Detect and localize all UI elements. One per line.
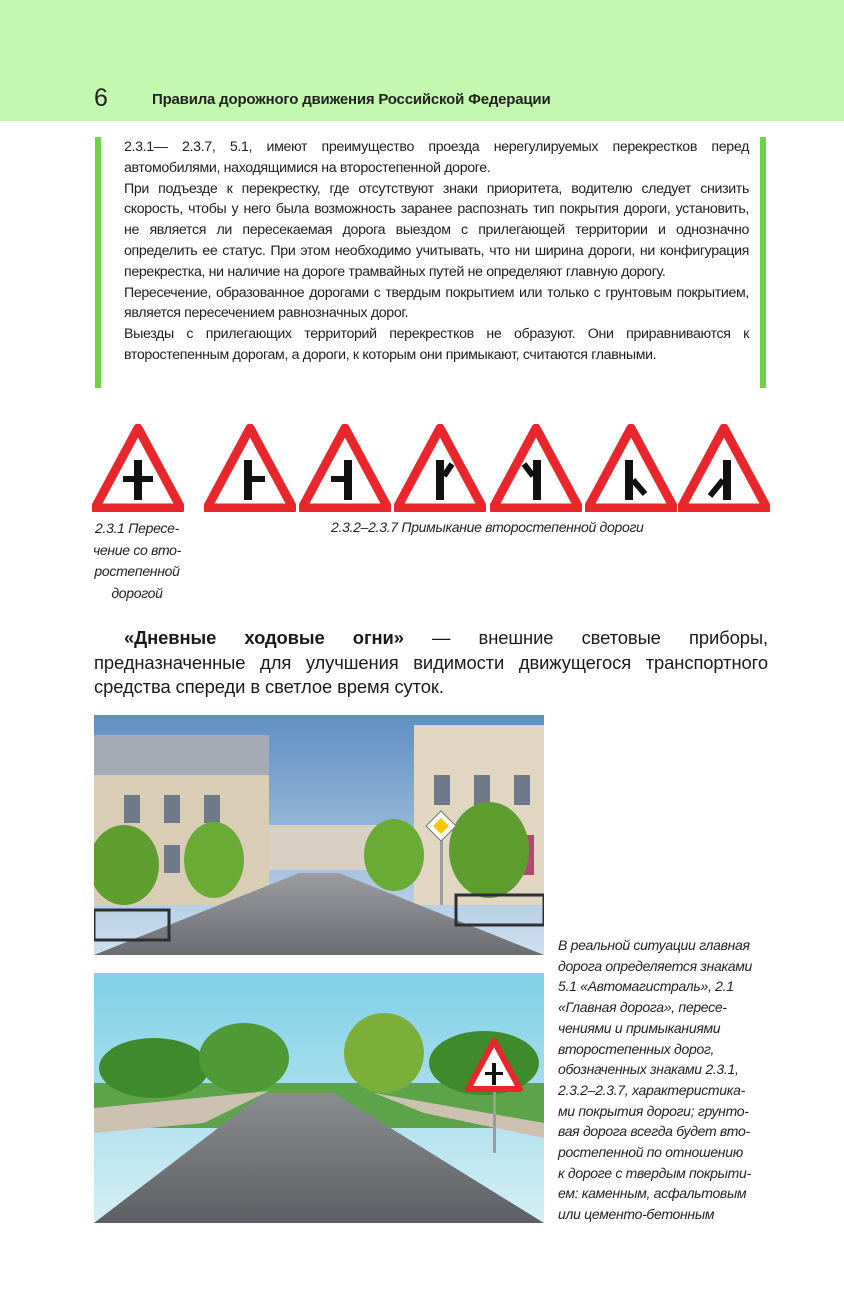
- photo-side-caption: [558, 935, 770, 1225]
- note-left-bar: [95, 137, 101, 388]
- sign-minor-road-right-angled-icon: [394, 424, 486, 512]
- caption-line: чениями и примыканиями: [558, 1019, 721, 1036]
- note-paragraph: Пересечение, образованное дорогами с твердым покрытием или только с грунтовым покрытием, является пересечением равнозначных дорог.: [124, 284, 749, 322]
- note-right-bar: [760, 137, 766, 388]
- caption-line: дорогой: [111, 584, 163, 601]
- caption-line: обозначенных знаками 2.3.1,: [558, 1061, 739, 1078]
- photo-city-street-icon: [94, 715, 544, 955]
- sign-minor-road-left-angled-icon: [490, 424, 582, 512]
- caption-line: к дороге с твердым покрыти-: [558, 1164, 751, 1181]
- sign-minor-road-left-rear-icon: [678, 424, 770, 512]
- caption-line: ростепенной: [94, 563, 180, 579]
- caption-line: 5.1 «Автомагистраль», 2.1: [558, 978, 734, 995]
- caption-line: вая дорога всегда будет вто-: [558, 1123, 750, 1140]
- sign-intersection-with-minor-road-icon: [92, 424, 184, 512]
- note-paragraph: Выезды с прилегающих территорий перекрестков не образуют. Они приравниваются к второстепенным дорогам, а дороги, к которым они примыкают, считаются главными.: [124, 326, 749, 363]
- sign-minor-road-right-rear-icon: [585, 424, 677, 512]
- sign-caption-2-3-2-to-2-3-7: 2.3.2–2.3.7 Примыкание второстепенной дороги: [331, 519, 644, 535]
- sign-caption-2-3-1: [84, 518, 190, 604]
- definition-text: — внешние световые приборы, предназначенные для улучшения видимости движущегося транспортного средства спереди в светлое время суток.: [94, 627, 768, 697]
- note-paragraph: При подъезде к перекрестку, где отсутствуют знаки приоритета, водителю следует снизить скорость, чтобы у него была возможность заранее распознать тип покрытия дороги, установить, не является ли пересекаемая дорога выездом с прилегающей территории и однозначно определить ее статус. При этом необходимо учитывать, что ни ширина дороги, ни конфигурация перекрестка, ни наличие на дороге трамвайных путей не определяют главную дорогу.: [124, 180, 749, 280]
- priority-signs-row: [92, 424, 772, 514]
- sign-minor-road-left-icon: [299, 424, 391, 512]
- caption-line: В реальной ситуации главная: [558, 937, 750, 953]
- caption-line: «Главная дорога», пересе-: [558, 999, 727, 1016]
- caption-line: 2.3.1 Пересе-: [95, 520, 179, 536]
- definition-term: «Дневные ходовые огни»: [124, 627, 404, 648]
- caption-line: 2.3.2–2.3.7, характеристика-: [558, 1081, 745, 1098]
- caption-line: ростепенной по отношению: [558, 1144, 743, 1161]
- definition-paragraph: [94, 626, 768, 700]
- caption-line: второстепенных дорог,: [558, 1040, 715, 1057]
- caption-line: дорога определяется знаками: [558, 957, 753, 974]
- note-block: [124, 137, 749, 366]
- caption-line: ем: каменным, асфальтовым: [558, 1185, 747, 1202]
- caption-line: или цементо-бетонным: [558, 1206, 715, 1223]
- caption-line: ми покрытия дороги; грунто-: [558, 1102, 749, 1119]
- photo-rural-road-icon: [94, 973, 544, 1223]
- note-paragraph: 2.3.1— 2.3.7, 5.1, имеют преимущество проезда нерегулируемых перекрестков перед автомобилями, находящимися на второстепенной дороге.: [124, 139, 749, 176]
- page-number: 6: [94, 84, 108, 112]
- running-title: Правила дорожного движения Российской Федерации: [152, 91, 551, 108]
- sign-minor-road-right-icon: [204, 424, 296, 512]
- caption-line: чение со вто-: [92, 541, 182, 558]
